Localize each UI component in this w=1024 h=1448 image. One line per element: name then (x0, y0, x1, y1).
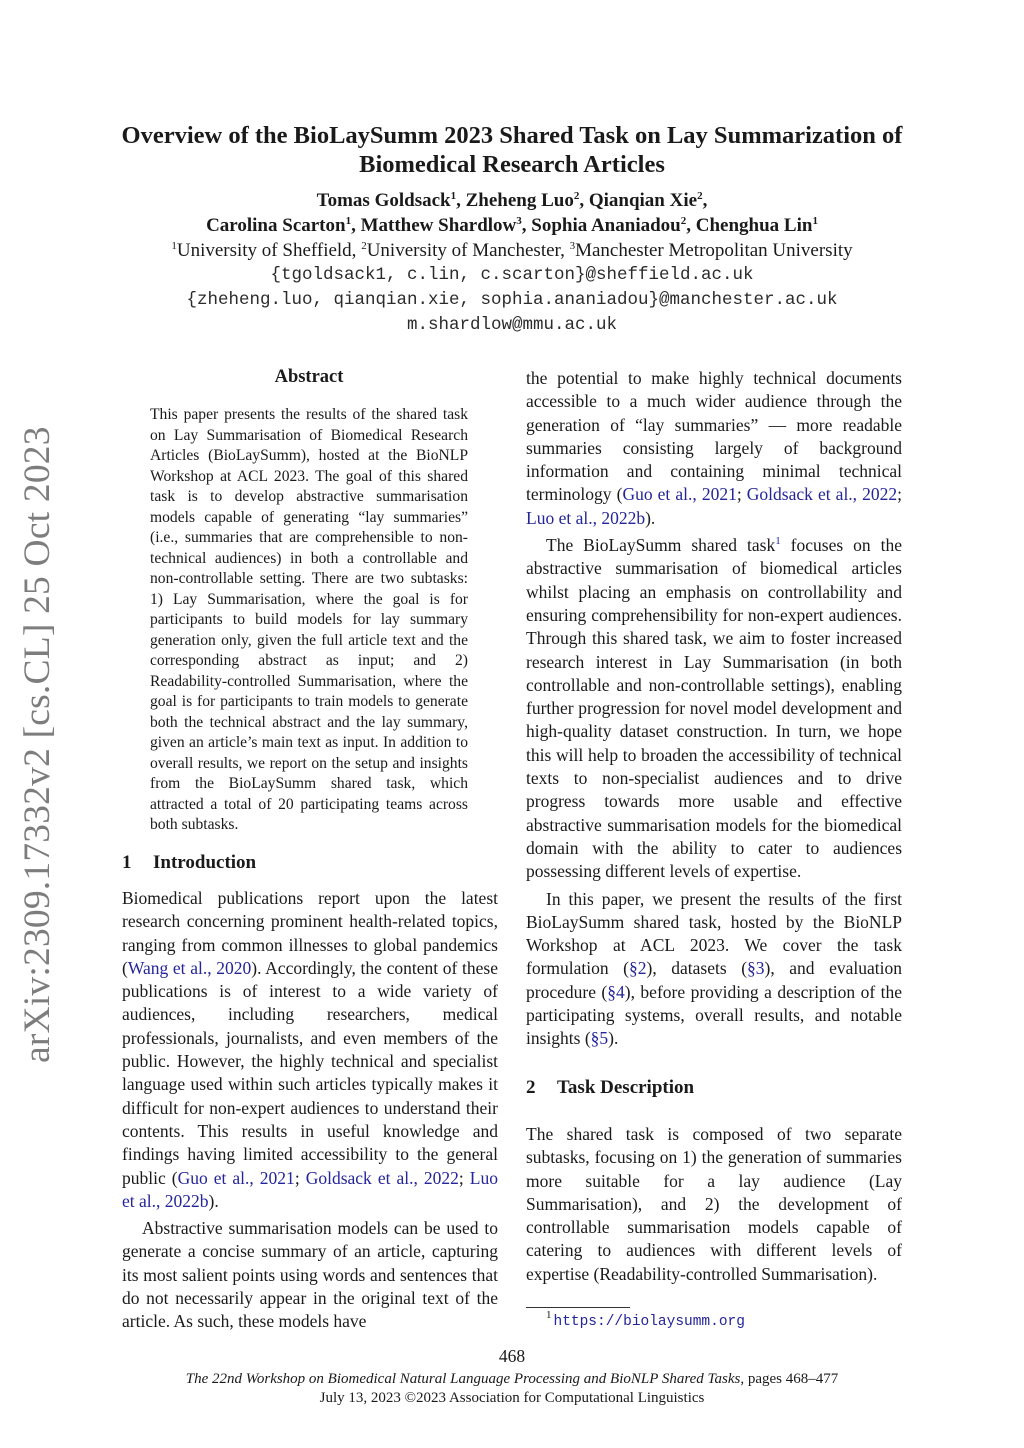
text-run: ; (736, 484, 747, 505)
author-affil-mark: 3 (516, 215, 522, 227)
left-column-body (122, 887, 498, 1334)
text-run: ), datasets ( (646, 958, 748, 979)
section-ref-link[interactable]: §2 (629, 958, 647, 979)
text-run: ), before providing a description of the participating systems, overall results, and notable insights ( (526, 981, 902, 1049)
section-title: Introduction (153, 852, 257, 873)
text-run: In this paper, we present the results of the first BioLaySumm shared task, hosted by the BioNLP Workshop at ACL 2023. We cover the task formulation ( (526, 888, 902, 979)
affil-mark: 3 (569, 240, 576, 252)
author-list (100, 188, 924, 238)
author-name: Sophia Ananiadou (531, 215, 681, 236)
author-name: Carolina Scarton (206, 215, 346, 236)
author-line (100, 213, 924, 238)
email-line: {tgoldsack1, c.lin, c.scarton}@sheffield.ac.uk (270, 265, 754, 285)
email-block (100, 263, 924, 338)
citation-link[interactable]: Luo et al., 2022b (122, 1167, 498, 1211)
paper-title (100, 121, 924, 179)
text-run: Biomedical publications report upon the latest research concerning prominent health-related topics, ranging from common illnesses to global pandemics ( (122, 888, 498, 978)
text-run: ). (608, 1028, 619, 1049)
text-run: ; (294, 1167, 306, 1188)
citation-link[interactable]: Wang et al., 2020 (127, 957, 252, 978)
author-line (100, 188, 924, 213)
affil-name: Manchester Metropolitan University (575, 240, 853, 261)
section-ref-link[interactable]: §5 (590, 1028, 609, 1049)
text-run: focuses on the abstractive summarisation of biomedical articles whilst placing an emphasis on controllability and ensuring comprehensibility for non-expert audiences. Through this shared task, we aim to foster increased research interest in Lay Summarisation (in both controllable and non-controllable settings), enabling further progression for novel model development and high-quality dataset construction. In turn, we hope this will help to broaden the accessibility of technical texts to non-specialist audiences and to drive progress towards more usable and effective abstractive summarisation models for the biomedical domain with the ability to cater to audiences possessing different levels of expertise. (526, 535, 902, 882)
page-number: 468 (498, 1346, 526, 1366)
paragraph: Abstractive summarisation models can be used to generate a concise summary of an article, capturing its most salient points using words and sentences that do not necessarily appear in the original text of the article. As such, these models have (122, 1218, 498, 1332)
footnote-mark: 1 (546, 1309, 552, 1321)
citation-link[interactable]: Goldsack et al., 2022 (305, 1167, 459, 1188)
text-run: The BioLaySumm shared task (546, 535, 776, 556)
paragraph (526, 534, 902, 883)
text-run: ; (897, 484, 903, 505)
affiliations (100, 238, 924, 263)
affil-mark: 2 (361, 240, 367, 252)
venue-line: July 13, 2023 ©2023 Association for Computational Linguistics (319, 1390, 705, 1406)
section-title: Task Description (557, 1077, 695, 1098)
paragraph (526, 367, 902, 530)
text-run: ). (645, 507, 656, 528)
section-number: 1 (122, 852, 132, 873)
abstract-text: This paper presents the results of the shared task on Lay Summarisation of Biomedical Research Articles (BioLaySumm), hosted at the BioNLP Workshop at ACL 2023. The goal of this shared task is to develop abstractive summarisation models capable of generating “lay summaries” (i.e., summaries that are comprehensible to non-technical audiences) in both a controllable and non-controllable setting. There are two subtasks: 1) Lay Summarisation, where the goal is for participants to build models for lay summary generation only, given the full article text and the corresponding abstract as input; and 2) Readability-controlled Summarisation, where the goal is for participants to train models to generate both the technical abstract and the lay summary, given an article’s main text as input. In addition to overall results, we report on the setup and insights from the BioLaySumm shared task, which attracted a total of 20 participating teams across both subtasks. (150, 406, 468, 833)
text-run: ; (458, 1167, 470, 1188)
footnote-url-link[interactable]: https://biolaysumm.org (553, 1314, 745, 1330)
author-name: Tomas Goldsack (316, 190, 451, 211)
author-affil-mark: 2 (573, 190, 580, 202)
footnote (546, 1309, 745, 1330)
text-run: the potential to make highly technical documents accessible to a much wider audience through the generation of “lay summaries” — more readable summaries consisting largely of background information and containing minimal technical terminology ( (526, 368, 902, 505)
paragraph (526, 888, 902, 1051)
author-name: Matthew Shardlow (360, 215, 517, 236)
text-run: ), and evaluation procedure ( (526, 958, 902, 1002)
citation-link[interactable]: Guo et al., 2021 (622, 484, 737, 505)
citation-link[interactable]: Guo et al., 2021 (177, 1167, 295, 1188)
task-description-body (526, 1123, 902, 1286)
author-name: Chenghua Lin (695, 215, 813, 236)
author-affil-mark: 2 (680, 215, 687, 227)
email-line: {zheheng.luo, qianqian.xie, sophia.ananiadou}@manchester.ac.uk (186, 290, 838, 310)
footnote-rule (526, 1307, 630, 1308)
author-separator: , (351, 215, 361, 236)
author-name: Zheheng Luo (465, 190, 574, 211)
author-separator: , (686, 215, 696, 236)
author-affil-mark: 2 (697, 190, 703, 202)
venue-footer (0, 1370, 1024, 1408)
right-column-body (526, 367, 902, 1051)
section-ref-link[interactable]: §3 (747, 958, 765, 979)
affil-name: University of Sheffield, (176, 240, 362, 261)
author-separator: , (579, 190, 589, 211)
text-run: ). (208, 1190, 219, 1211)
author-affil-mark: 1 (450, 190, 457, 202)
author-affil-mark: 1 (812, 215, 818, 227)
footnote-link[interactable]: 1 (775, 535, 781, 548)
venue-pages: , pages 468–477 (740, 1371, 839, 1387)
venue-line (0, 1370, 1024, 1389)
text-run: ). Accordingly, the content of these publications is of interest to a wide variety of audiences, including researchers, medical professionals, journalists, and even members of the public. However, the highly technical and specialist language used within such articles typically makes it difficult for non-expert audiences to understand their contents. This results in useful knowledge and findings having limited accessibility to the general public ( (122, 957, 498, 1188)
abstract-heading: Abstract (274, 367, 344, 387)
author-separator: , (702, 190, 708, 211)
title-line: Biomedical Research Articles (359, 151, 665, 178)
affil-name: University of Manchester, (366, 240, 570, 261)
author-name: Qianqian Xie (588, 190, 698, 211)
section-ref-link[interactable]: §4 (607, 981, 625, 1002)
title-line: Overview of the BioLaySumm 2023 Shared Task on Lay Summarization of (121, 122, 903, 149)
paragraph (122, 887, 498, 1213)
author-affil-mark: 1 (345, 215, 352, 227)
section-heading-task-description (526, 1077, 694, 1099)
author-separator: , (456, 190, 466, 211)
citation-link[interactable]: Goldsack et al., 2022 (746, 484, 898, 505)
venue-title: The 22nd Workshop on Biomedical Natural Language Processing and BioNLP Shared Tasks (185, 1371, 741, 1387)
arxiv-stamp: arXiv:2309.17332v2 [cs.CL] 25 Oct 2023 (17, 426, 58, 1063)
author-separator: , (521, 215, 532, 236)
section-number: 2 (526, 1077, 536, 1098)
paragraph: The shared task is composed of two separate subtasks, focusing on 1) the generation of summaries more suitable for a lay audience (Lay Summarisation), and 2) the development of controllable summarisation models capable of catering to audiences with different levels of expertise (Readability-controlled Summarisation). (526, 1124, 902, 1284)
section-heading-introduction (122, 852, 256, 874)
affil-mark: 1 (171, 240, 177, 252)
email-line: m.shardlow@mmu.ac.uk (406, 315, 618, 335)
citation-link[interactable]: Luo et al., 2022b (526, 507, 646, 528)
